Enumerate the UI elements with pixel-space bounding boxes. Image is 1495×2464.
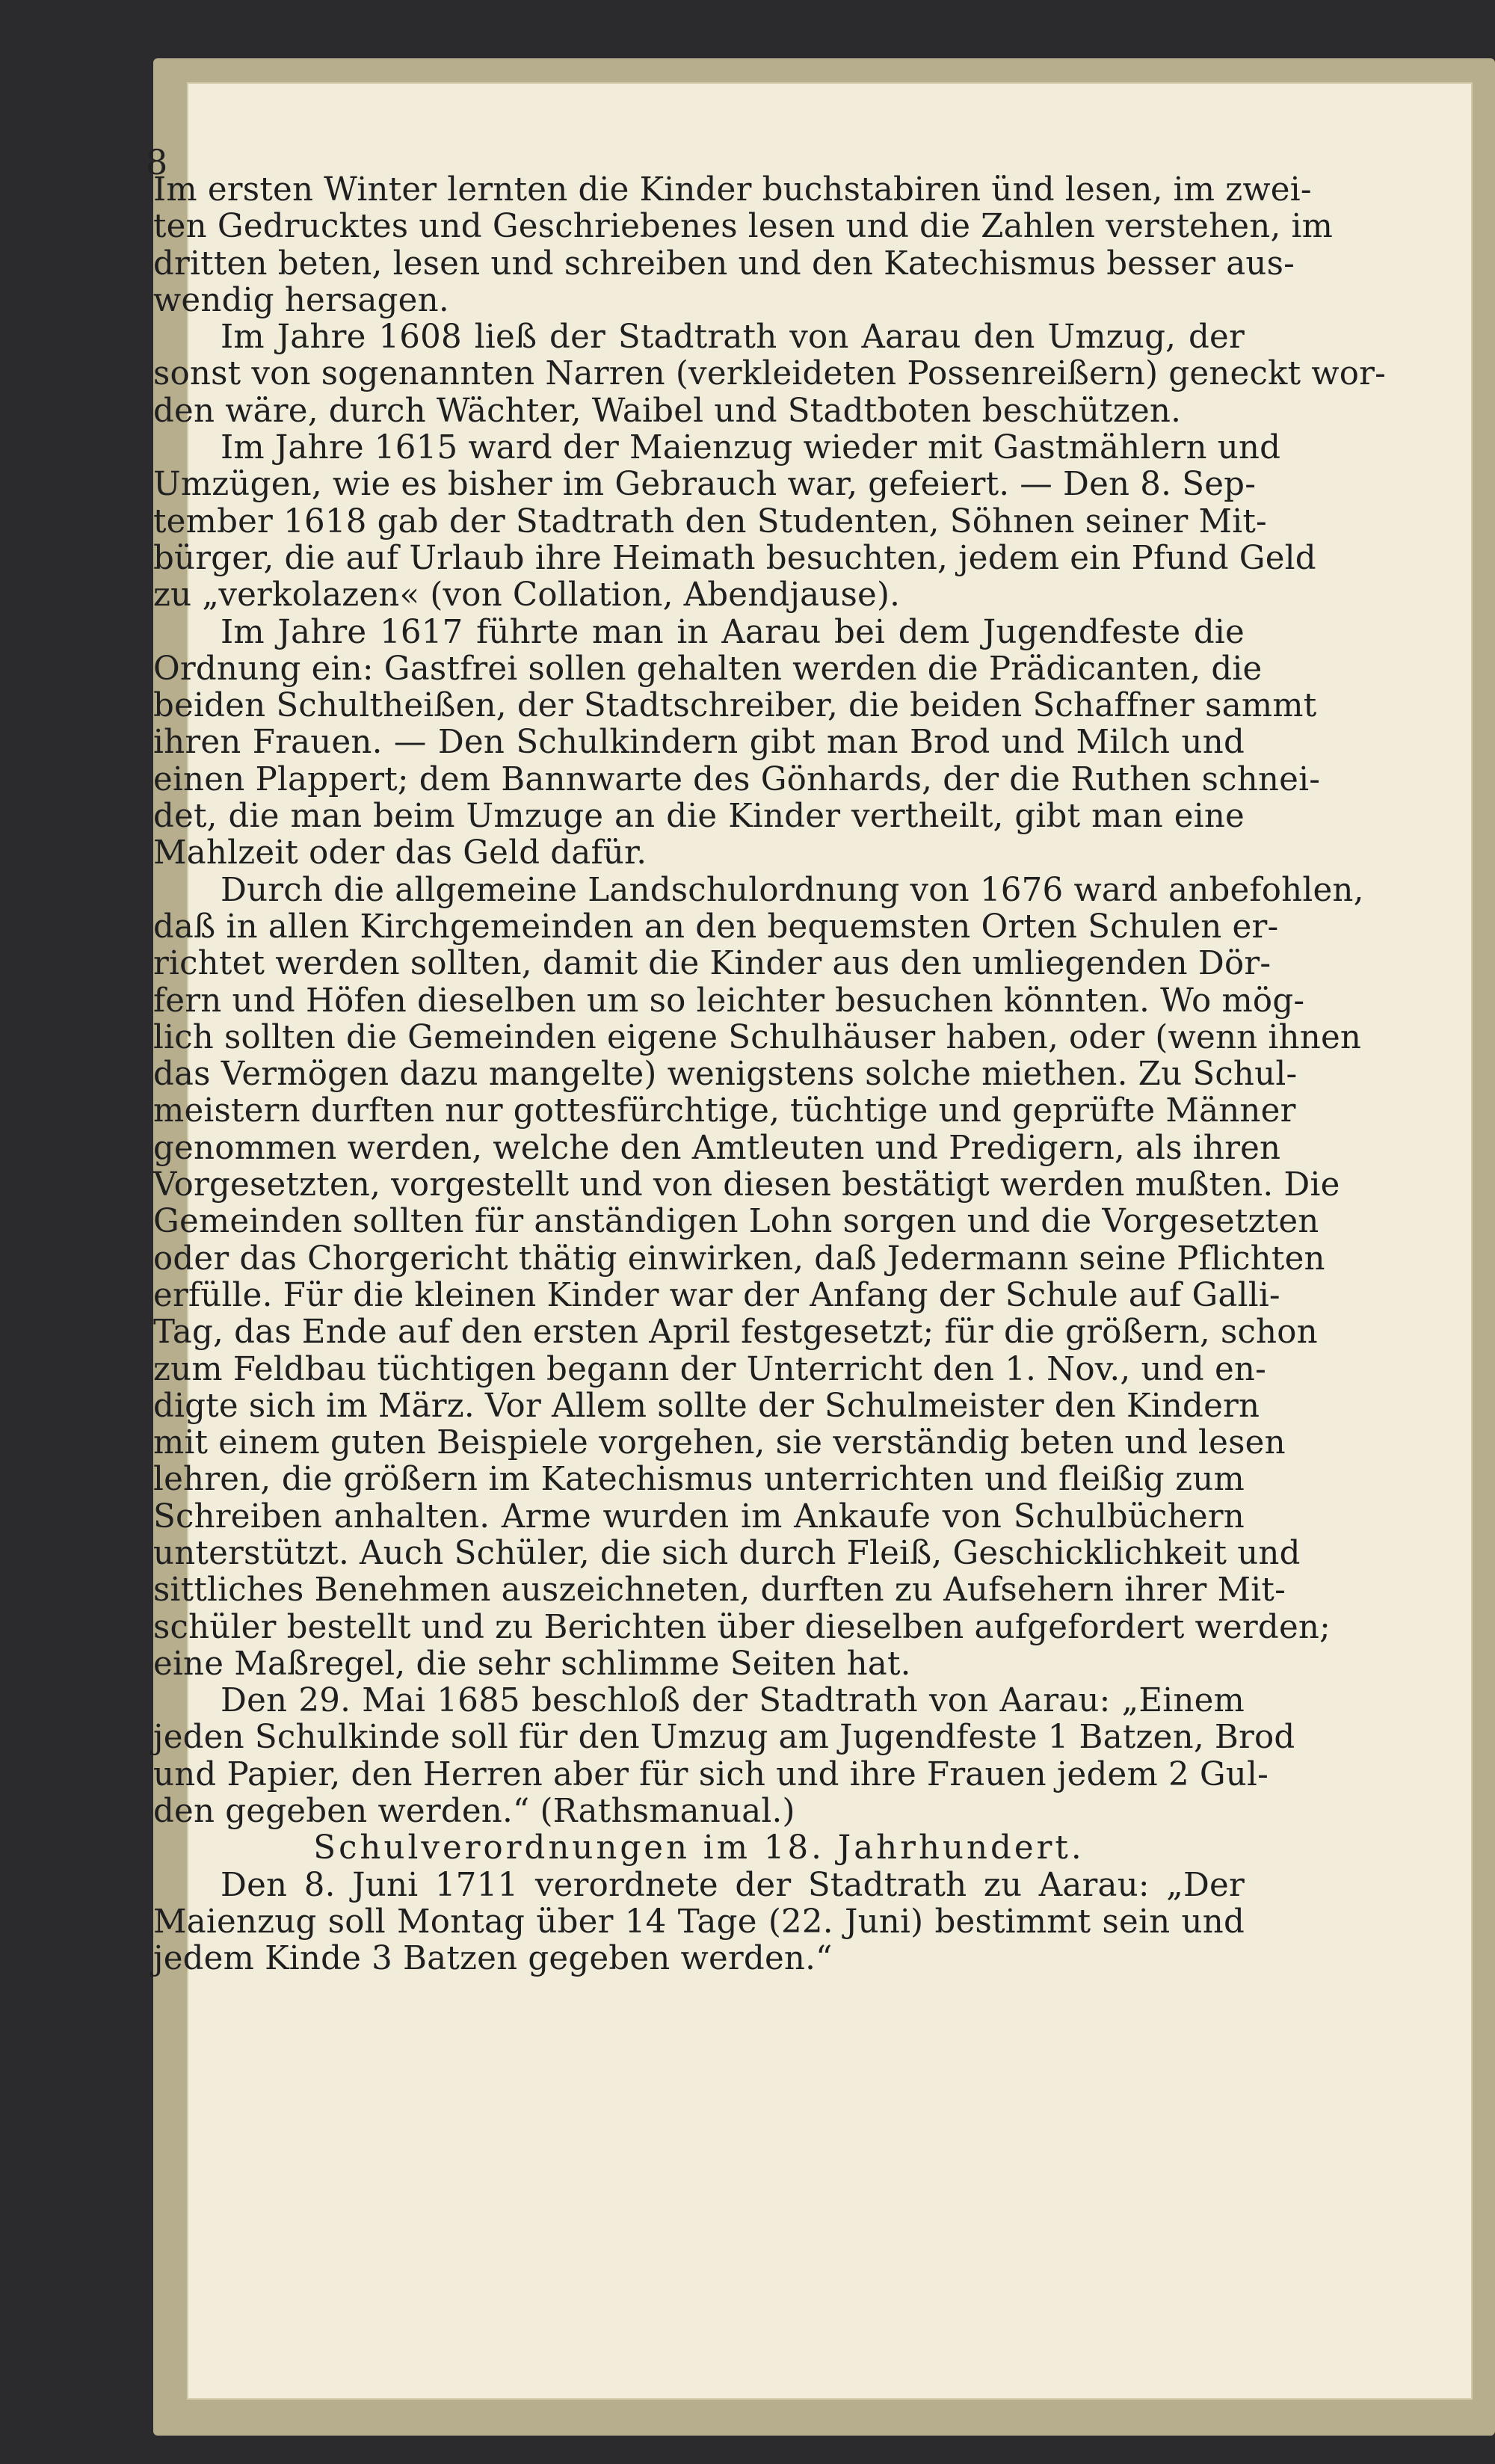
text-line: Durch die allgemeine Landschulordnung von 1676 ward anbefohlen, [221,871,1364,909]
text-line: digte sich im März. Vor Allem sollte der Schulmeister den Kindern [153,1387,1260,1425]
text-line: Im ersten Winter lernten die Kinder buchstabiren ünd lesen, im zwei- [153,171,1312,209]
text-line: den gegeben werden.“ (Rathsmanual.) [153,1793,795,1831]
text-line: Tag, das Ende auf den ersten April festgesetzt; für die größern, schon [153,1313,1318,1352]
text-line: das Vermögen dazu mangelte) wenigstens solche miethen. Zu Schul- [153,1056,1298,1094]
text-line: und Papier, den Herren aber für sich und ihre Frauen jedem 2 Gul- [153,1755,1269,1793]
text-line: jedem Kinde 3 Batzen gegeben werden.“ [153,1940,833,1978]
text-line: Vorgesetzten, vorgestellt und von diesen bestätigt werden mußten. Die [153,1166,1340,1204]
text-line: dritten beten, lesen und schreiben und den Katechismus besser aus- [153,244,1295,283]
text-line: det, die man beim Umzuge an die Kinder vertheilt, gibt man eine [153,798,1245,836]
text-line: Umzügen, wie es bisher im Gebrauch war, gefeiert. — Den 8. Sep- [153,466,1257,504]
text-line: lehren, die größern im Katechismus unterrichten und fleißig zum [153,1461,1245,1499]
text-line: wendig hersagen. [153,281,449,319]
text-line: erfülle. Für die kleinen Kinder war der Anfang der Schule auf Galli- [153,1276,1280,1314]
text-line: ten Gedrucktes und Geschriebenes lesen und die Zahlen verstehen, im [153,208,1334,246]
text-line: Mahlzeit oder das Geld dafür. [153,834,647,872]
text-line: genommen werden, welche den Amtleuten und Predigern, als ihren [153,1129,1281,1167]
text-line: den wäre, durch Wächter, Waibel und Stadtboten beschützen. [153,392,1182,430]
text-line: Gemeinden sollten für anständigen Lohn sorgen und die Vorgesetzten [153,1203,1319,1241]
page-number: 8 [146,142,168,182]
text-line: ihren Frauen. — Den Schulkindern gibt man Brod und Milch und [153,724,1245,762]
text-line: sittliches Benehmen auszeichneten, durften zu Aufsehern ihrer Mit- [153,1571,1286,1610]
text-line: Im Jahre 1615 ward der Maienzug wieder mit Gastmählern und [221,429,1281,467]
text-line: schüler bestellt und zu Berichten über dieselben aufgefordert werden; [153,1608,1331,1646]
text-line: fern und Höfen dieselben um so leichter besuchen könnten. Wo mög- [153,982,1305,1020]
text-line: Den 29. Mai 1685 beschloß der Stadtrath von Aarau: „Einem [221,1682,1245,1720]
text-line: tember 1618 gab der Stadtrath den Studenten, Söhnen seiner Mit- [153,502,1267,540]
text-line: Im Jahre 1617 führte man in Aarau bei dem Jugendfeste die [221,613,1245,651]
text-line: beiden Schultheißen, der Stadtschreiber, die beiden Schaffner sammt [153,687,1317,725]
text-line: lich sollten die Gemeinden eigene Schulhäuser haben, oder (wenn ihnen [153,1018,1362,1056]
text-line: Schreiben anhalten. Arme wurden im Ankaufe von Schulbüchern [153,1497,1245,1536]
text-line: sonst von sogenannten Narren (verkleideten Possenreißern) geneckt wor- [153,355,1387,393]
text-line: daß in allen Kirchgemeinden an den bequemsten Orten Schulen er- [153,908,1279,946]
text-line: zum Feldbau tüchtigen begann der Unterricht den 1. Nov., und en- [153,1350,1267,1388]
text-line: oder das Chorgericht thätig einwirken, daß Jedermann seine Pflichten [153,1239,1325,1278]
page-body [153,171,1387,1978]
text-line: Im Jahre 1608 ließ der Stadtrath von Aarau den Umzug, der [221,318,1245,357]
text-line: mit einem guten Beispiele vorgehen, sie verständig beten und lesen [153,1424,1286,1462]
text-line: richtet werden sollten, damit die Kinder aus den umliegenden Dör- [153,945,1271,983]
text-line: jeden Schulkinde soll für den Umzug am Jugendfeste 1 Batzen, Brod [153,1719,1295,1757]
text-line: unterstützt. Auch Schüler, die sich durch Fleiß, Geschicklichkeit und [153,1534,1301,1572]
text-line: zu „verkolazen« (von Collation, Abendjause). [153,576,901,615]
text-line: bürger, die auf Urlaub ihre Heimath besuchten, jedem ein Pfund Geld [153,539,1316,577]
text-line: eine Maßregel, die sehr schlimme Seiten hat. [153,1645,911,1683]
text-line: meistern durften nur gottesfürchtige, tüchtige und geprüfte Männer [153,1092,1296,1130]
text-line: Maienzug soll Montag über 14 Tage (22. Juni) bestimmt sein und [153,1903,1245,1941]
text-line: Ordnung ein: Gastfrei sollen gehalten werden die Prädicanten, die [153,650,1263,688]
text-line: einen Plappert; dem Bannwarte des Gönhards, der die Ruthen schnei- [153,760,1321,798]
section-heading: Schulverordnungen im 18. Jahrhundert. [313,1829,1085,1867]
text-line: Den 8. Juni 1711 verordnete der Stadtrath zu Aarau: „Der [221,1866,1245,1904]
